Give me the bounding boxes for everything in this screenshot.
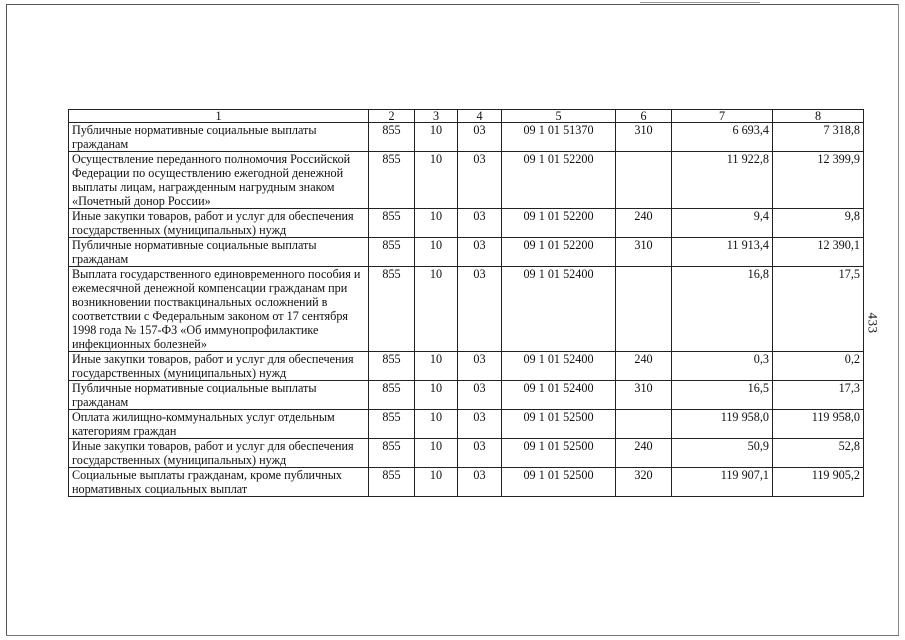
amount-year-1: 6 693,4 [672, 123, 773, 152]
column-header: 6 [616, 110, 672, 123]
amount-year-2: 119 958,0 [773, 410, 864, 439]
table-row [69, 209, 864, 238]
amount-year-2: 17,3 [773, 381, 864, 410]
amount-year-2: 9,8 [773, 209, 864, 238]
amount-year-2: 17,5 [773, 267, 864, 352]
section-code: 10 [415, 410, 458, 439]
table-row [69, 468, 864, 497]
table-row [69, 352, 864, 381]
section-code: 10 [415, 152, 458, 209]
subsection-code: 03 [458, 238, 502, 267]
subsection-code: 03 [458, 209, 502, 238]
table-row [69, 439, 864, 468]
amount-year-1: 50,9 [672, 439, 773, 468]
ministry-code: 855 [369, 267, 415, 352]
amount-year-2: 12 390,1 [773, 238, 864, 267]
ministry-code: 855 [369, 410, 415, 439]
item-name: Иные закупки товаров, работ и услуг для обеспечения государственных (муниципальных) нужд [69, 352, 369, 381]
target-article-code: 09 1 01 52200 [502, 238, 616, 267]
page-number: 433 [865, 312, 881, 334]
target-article-code: 09 1 01 52500 [502, 468, 616, 497]
table-row [69, 381, 864, 410]
page-border-left [6, 4, 7, 636]
amount-year-1: 0,3 [672, 352, 773, 381]
target-article-code: 09 1 01 52400 [502, 352, 616, 381]
ministry-code: 855 [369, 439, 415, 468]
item-name: Публичные нормативные социальные выплаты гражданам [69, 123, 369, 152]
page-border-top [6, 4, 899, 5]
table-row [69, 238, 864, 267]
column-header: 4 [458, 110, 502, 123]
target-article-code: 09 1 01 52500 [502, 410, 616, 439]
item-name: Публичные нормативные социальные выплаты гражданам [69, 381, 369, 410]
section-code: 10 [415, 267, 458, 352]
expense-type-code: 240 [616, 439, 672, 468]
table-row [69, 123, 864, 152]
amount-year-1: 16,5 [672, 381, 773, 410]
ministry-code: 855 [369, 238, 415, 267]
ministry-code: 855 [369, 209, 415, 238]
section-code: 10 [415, 352, 458, 381]
item-name: Публичные нормативные социальные выплаты гражданам [69, 238, 369, 267]
amount-year-2: 7 318,8 [773, 123, 864, 152]
expense-type-code: 310 [616, 381, 672, 410]
budget-table [68, 109, 864, 497]
expense-type-code: 310 [616, 238, 672, 267]
subsection-code: 03 [458, 123, 502, 152]
ministry-code: 855 [369, 352, 415, 381]
table-row [69, 152, 864, 209]
subsection-code: 03 [458, 267, 502, 352]
item-name: Выплата государственного единовременного пособия и ежемесячной денежной компенсации гражданам при возникновении поствакцинальных осложнений в соответствии с Федеральным законом от 17 сентября 1998 года № 157-ФЗ «Об иммунопрофилактике инфекционных болезней» [69, 267, 369, 352]
subsection-code: 03 [458, 439, 502, 468]
section-code: 10 [415, 381, 458, 410]
target-article-code: 09 1 01 52200 [502, 152, 616, 209]
expense-type-code: 320 [616, 468, 672, 497]
ministry-code: 855 [369, 123, 415, 152]
section-code: 10 [415, 123, 458, 152]
target-article-code: 09 1 01 52400 [502, 381, 616, 410]
amount-year-1: 11 922,8 [672, 152, 773, 209]
section-code: 10 [415, 439, 458, 468]
section-code: 10 [415, 209, 458, 238]
column-header: 2 [369, 110, 415, 123]
expense-type-code [616, 267, 672, 352]
column-number-row [69, 110, 864, 123]
section-code: 10 [415, 468, 458, 497]
subsection-code: 03 [458, 381, 502, 410]
page-border-bottom [6, 635, 899, 636]
subsection-code: 03 [458, 152, 502, 209]
amount-year-1: 119 958,0 [672, 410, 773, 439]
column-header: 5 [502, 110, 616, 123]
expense-type-code: 310 [616, 123, 672, 152]
page-border-right [898, 4, 899, 636]
item-name: Оплата жилищно-коммунальных услуг отдельным категориям граждан [69, 410, 369, 439]
amount-year-2: 0,2 [773, 352, 864, 381]
amount-year-1: 11 913,4 [672, 238, 773, 267]
expense-type-code [616, 410, 672, 439]
target-article-code: 09 1 01 52200 [502, 209, 616, 238]
item-name: Осуществление переданного полномочия Российской Федерации по осуществлению ежегодной денежной выплаты лицам, награжденным нагрудным знаком «Почетный донор России» [69, 152, 369, 209]
ministry-code: 855 [369, 152, 415, 209]
amount-year-1: 16,8 [672, 267, 773, 352]
column-header: 3 [415, 110, 458, 123]
target-article-code: 09 1 01 52400 [502, 267, 616, 352]
page-border-top-mark [640, 2, 760, 3]
amount-year-1: 119 907,1 [672, 468, 773, 497]
ministry-code: 855 [369, 468, 415, 497]
item-name: Иные закупки товаров, работ и услуг для обеспечения государственных (муниципальных) нужд [69, 439, 369, 468]
item-name: Социальные выплаты гражданам, кроме публичных нормативных социальных выплат [69, 468, 369, 497]
ministry-code: 855 [369, 381, 415, 410]
table-row [69, 410, 864, 439]
subsection-code: 03 [458, 468, 502, 497]
subsection-code: 03 [458, 410, 502, 439]
item-name: Иные закупки товаров, работ и услуг для обеспечения государственных (муниципальных) нужд [69, 209, 369, 238]
column-header: 7 [672, 110, 773, 123]
subsection-code: 03 [458, 352, 502, 381]
amount-year-2: 12 399,9 [773, 152, 864, 209]
expense-type-code: 240 [616, 352, 672, 381]
table-row [69, 267, 864, 352]
target-article-code: 09 1 01 51370 [502, 123, 616, 152]
expense-type-code [616, 152, 672, 209]
target-article-code: 09 1 01 52500 [502, 439, 616, 468]
amount-year-1: 9,4 [672, 209, 773, 238]
amount-year-2: 119 905,2 [773, 468, 864, 497]
expense-type-code: 240 [616, 209, 672, 238]
amount-year-2: 52,8 [773, 439, 864, 468]
section-code: 10 [415, 238, 458, 267]
column-header: 1 [69, 110, 369, 123]
column-header: 8 [773, 110, 864, 123]
